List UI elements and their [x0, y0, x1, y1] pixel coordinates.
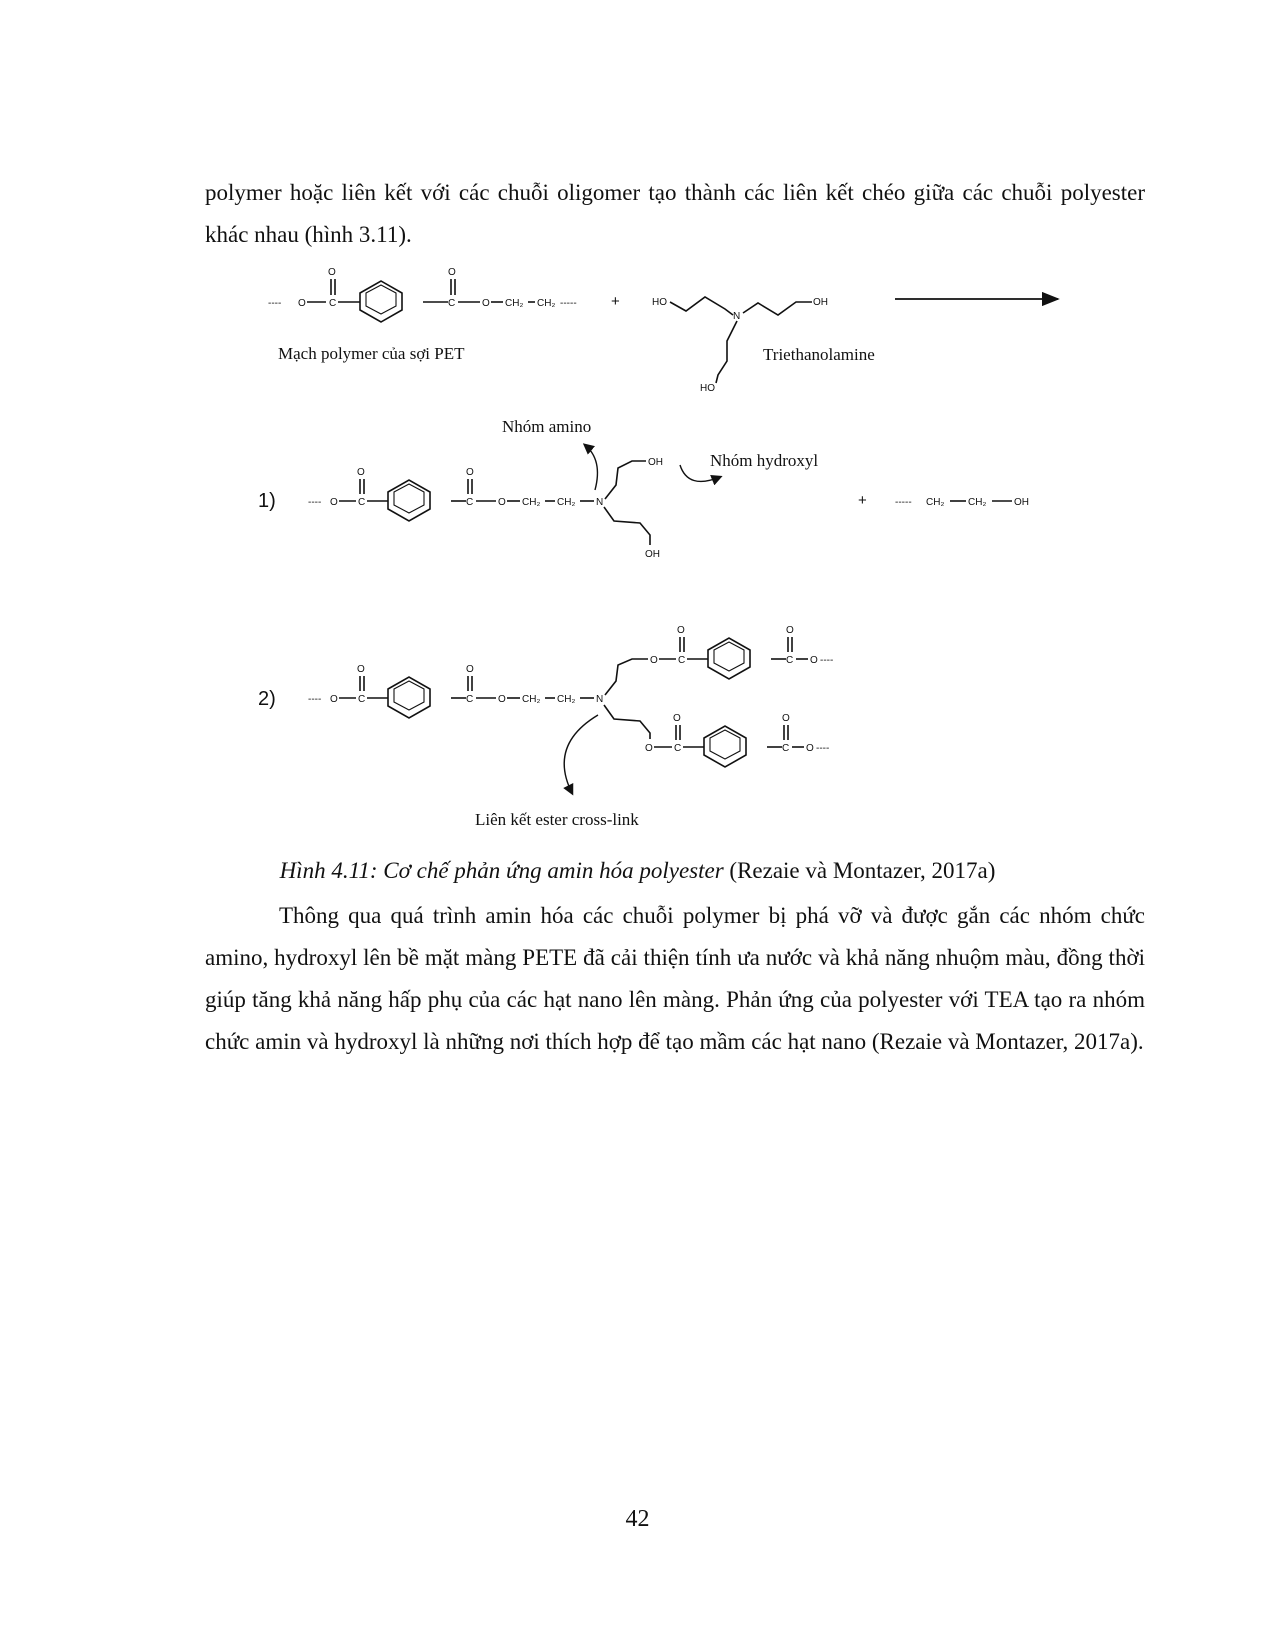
atom-o: O	[645, 743, 653, 754]
page-number: 42	[625, 1506, 650, 1532]
plus-sign: +	[611, 293, 620, 310]
chain-end-dash: ----	[308, 497, 322, 508]
atom-c: C	[786, 655, 794, 666]
atom-n: N	[596, 497, 604, 508]
atom-oh: OH	[813, 297, 828, 308]
atom-oh: OH	[648, 457, 663, 468]
plus-sign: +	[858, 492, 867, 509]
reactant-label: Mạch polymer của sợi PET	[278, 344, 465, 363]
atom-ch2: CH₂	[505, 298, 524, 309]
chain-end-dash: ----	[820, 655, 834, 666]
atom-c: C	[358, 497, 366, 508]
step2-product-structure	[308, 625, 833, 767]
atom-o: O	[810, 655, 818, 666]
step-1-number: 1)	[258, 490, 276, 512]
paragraph-intro-text: polymer hoặc liên kết với các chuỗi oligomer tạo thành các liên kết chéo giữa các chuỗi polyester khác nhau (hình 3.11).	[205, 180, 1145, 247]
atom-o: O	[357, 664, 365, 675]
atom-c: C	[329, 298, 337, 309]
amino-group-label: Nhóm amino	[502, 417, 592, 436]
figure-caption-title: Hình 4.11: Cơ chế phản ứng amin hóa polyester	[279, 858, 724, 883]
atom-o: O	[330, 497, 338, 508]
atom-c: C	[674, 743, 682, 754]
atom-o: O	[328, 267, 336, 278]
figure-caption-citation: (Rezaie và Montazer, 2017a)	[723, 858, 996, 883]
atom-o: O	[330, 694, 338, 705]
pet-chain-structure	[268, 267, 577, 322]
atom-ch2: CH₂	[537, 298, 556, 309]
atom-c: C	[466, 694, 474, 705]
atom-o: O	[673, 713, 681, 724]
hydroxyl-group-label: Nhóm hydroxyl	[710, 451, 819, 470]
crosslink-label: Liên kết ester cross-link	[475, 810, 639, 829]
atom-o: O	[782, 713, 790, 724]
atom-ch2: CH₂	[557, 694, 576, 705]
atom-c: C	[782, 743, 790, 754]
ethylene-glycol-fragment	[895, 497, 1029, 508]
atom-ho: HO	[700, 383, 715, 394]
figure-caption	[0, 858, 1275, 884]
atom-o: O	[357, 467, 365, 478]
chain-end-dash: -----	[560, 298, 577, 309]
chain-end-dash: -----	[895, 497, 912, 508]
chain-end-dash: ----	[268, 298, 282, 309]
atom-oh: OH	[645, 549, 660, 560]
atom-o: O	[786, 625, 794, 636]
atom-o: O	[466, 664, 474, 675]
paragraph-intro	[205, 172, 1145, 256]
atom-o: O	[806, 743, 814, 754]
atom-ch2: CH₂	[557, 497, 576, 508]
atom-c: C	[678, 655, 686, 666]
atom-c: C	[466, 497, 474, 508]
paragraph-body	[205, 895, 1145, 1063]
atom-ch2: CH₂	[522, 694, 541, 705]
atom-o: O	[448, 267, 456, 278]
atom-ch2: CH₂	[926, 497, 945, 508]
atom-n: N	[596, 694, 604, 705]
step-2-number: 2)	[258, 688, 276, 710]
step1-product-structure	[308, 457, 663, 560]
atom-oh: OH	[1014, 497, 1029, 508]
reagent-label: Triethanolamine	[763, 345, 875, 364]
amino-pointer-arrow	[585, 445, 597, 490]
atom-c: C	[358, 694, 366, 705]
atom-o: O	[498, 694, 506, 705]
atom-ch2: CH₂	[522, 497, 541, 508]
atom-o: O	[298, 298, 306, 309]
crosslink-pointer-arrow	[564, 715, 598, 793]
atom-n: N	[733, 311, 741, 322]
chain-end-dash: ----	[816, 743, 830, 754]
atom-o: O	[482, 298, 490, 309]
paragraph-body-text: Thông qua quá trình amin hóa các chuỗi polymer bị phá vỡ và được gắn các nhóm chức amino, hydroxyl lên bề mặt màng PETE đã cải thiện tính ưa nước và khả năng nhuộm màu, đồng thời giúp tăng khả năng hấp phụ của các hạt nano lên màng. Phản ứng của polyester với TEA tạo ra nhóm chức amin và hydroxyl là những nơi thích hợp để tạo mầm các hạt nano (Rezaie và Montazer, 2017a).	[205, 903, 1145, 1054]
atom-o: O	[650, 655, 658, 666]
atom-o: O	[498, 497, 506, 508]
atom-o: O	[466, 467, 474, 478]
reaction-scheme-figure	[0, 255, 1275, 855]
atom-ch2: CH₂	[968, 497, 987, 508]
atom-o: O	[677, 625, 685, 636]
chain-end-dash: ----	[308, 694, 322, 705]
atom-c: C	[448, 298, 456, 309]
atom-ho: HO	[652, 297, 667, 308]
